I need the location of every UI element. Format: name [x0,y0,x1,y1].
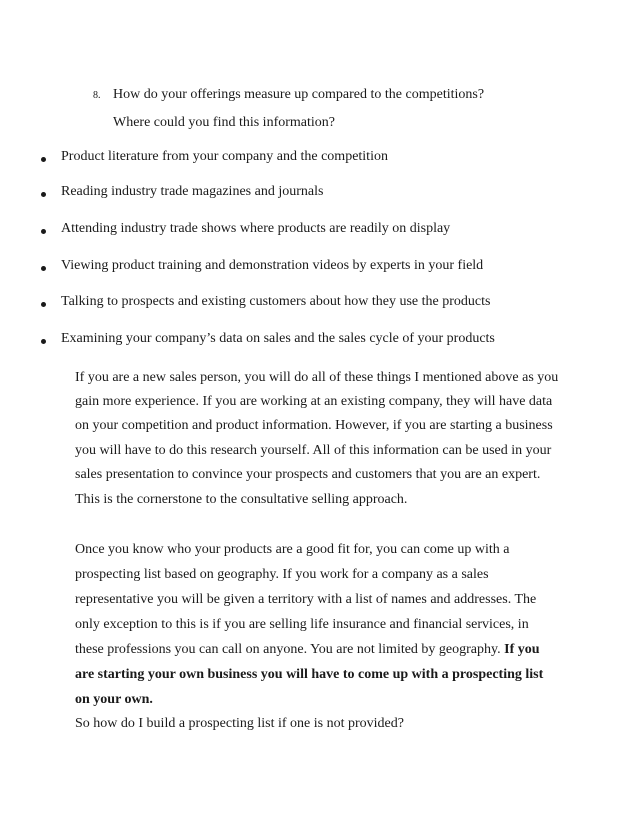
bullet-dot-icon [41,339,46,344]
paragraph-line: only exception to this is if you are selling life insurance and financial services, in [75,617,529,632]
bullet-dot-icon [41,229,46,234]
bullet-item [0,184,638,204]
bullet-text: Reading industry trade magazines and journals [61,184,324,199]
bullet-text: Talking to prospects and existing customers about how they use the products [61,294,491,309]
question-subtext: Where could you find this information? [113,115,335,130]
bullet-text: Examining your company’s data on sales and the sales cycle of your products [61,331,495,346]
bullet-dot-icon [41,157,46,162]
paragraph-line: If you are a new sales person, you will do all of these things I mentioned above as you [75,370,559,385]
bullet-item [0,221,638,241]
paragraph-line: prospecting list based on geography. If you work for a company as a sales [75,567,489,582]
bullet-dot-icon [41,266,46,271]
paragraph-line: This is the cornerstone to the consultative selling approach. [75,492,408,507]
bullet-item [0,149,638,169]
bullet-text: Attending industry trade shows where products are readily on display [61,221,451,236]
bullet-text: Product literature from your company and the competition [61,149,388,164]
question-number: 8. [93,90,101,101]
bullet-item [0,331,638,351]
bullet-text: Viewing product training and demonstration videos by experts in your field [61,258,484,273]
bullet-dot-icon [41,302,46,307]
paragraph-line [75,642,540,658]
paragraph-line: representative you will be given a territory with a list of names and addresses. The [75,592,537,607]
emphasis-text: If you [504,642,540,657]
question-text: How do your offerings measure up compared to the competitions? [113,87,485,102]
paragraph-line: you will have to do this research yourself. All of this information can be used in your [75,443,552,458]
paragraph-line: gain more experience. If you are working at an existing company, they will have data [75,394,553,409]
paragraph-text: these professions you can call on anyone. You are not limited by geography. [75,642,505,657]
bullet-dot-icon [41,192,46,197]
bullet-item [0,258,638,278]
emphasis-line: on your own. [75,692,153,707]
closing-question: So how do I build a prospecting list if one is not provided? [75,716,404,731]
emphasis-line: are starting your own business you will have to come up with a prospecting list [75,667,544,682]
paragraph-line: on your competition and product information. However, if you are starting a business [75,418,553,433]
paragraph-line: sales presentation to convince your prospects and customers that you are an expert. [75,467,541,482]
paragraph-line: Once you know who your products are a good fit for, you can come up with a [75,542,510,557]
bullet-item [0,294,638,314]
